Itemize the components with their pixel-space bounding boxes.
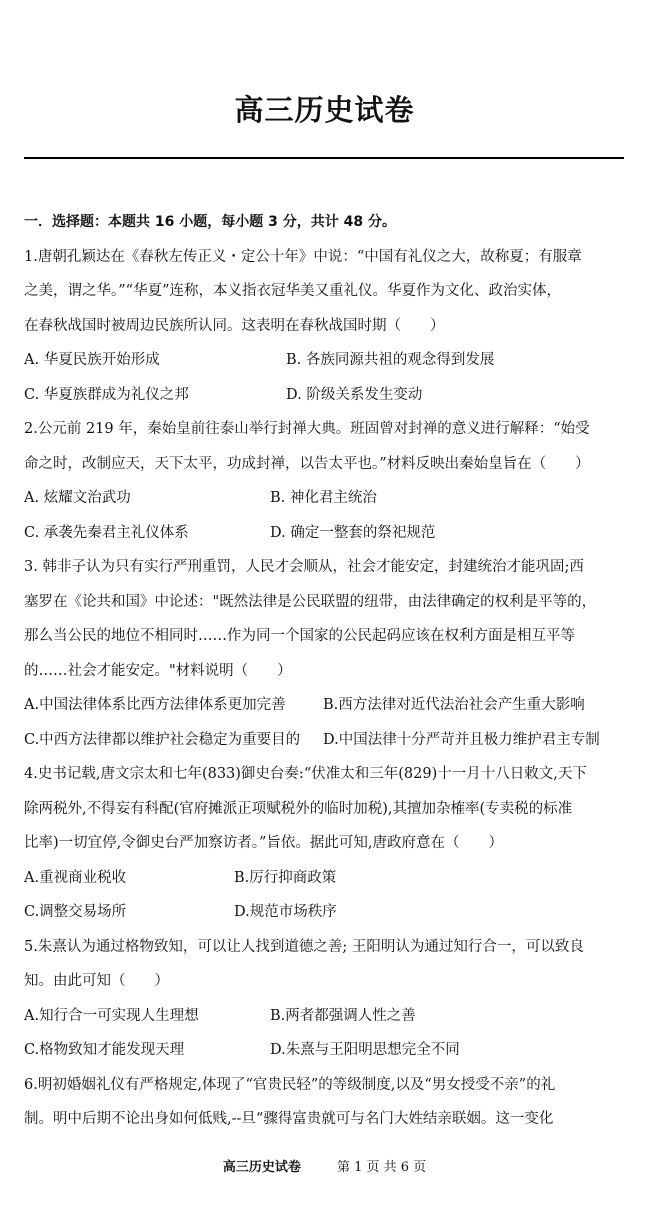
option-d: D.中国法律十分严苛并且极力维护君主专制 — [323, 731, 600, 748]
option-b: B. 神化君主统治 — [270, 490, 377, 506]
question-4 — [24, 757, 628, 930]
question-text-line: 2.公元前 219 年，秦始皇前往泰山举行封禅大典。班固曾对封禅的意义进行解释：“始受 — [24, 421, 590, 437]
page-footer — [0, 1156, 649, 1175]
option-c: C.格物致知才能发现天理 — [24, 1042, 185, 1058]
question-text-line: 4.史书记载,唐文宗太和七年(833)御史台奏:“伏准太和三年(829)十一月十八日敕文,天下 — [24, 766, 587, 782]
options-row — [24, 688, 628, 723]
question-text-line: 1.唐朝孔颖达在《春秋左传正义・定公十年》中说：“中国有礼仪之大，故称夏；有服章 — [24, 248, 582, 265]
question-text-line: 制。明中后期不论出身如何低贱,--旦“骤得富贵就可与名门大姓结亲联姻。这一变化 — [24, 1111, 554, 1127]
exam-content — [24, 205, 628, 1137]
question-text-line: 塞罗在《论共和国》中论述："既然法律是公民联盟的纽带，由法律确定的权利是平等的， — [24, 593, 597, 610]
option-a: A. 华夏民族开始形成 — [24, 352, 160, 368]
question-2 — [24, 412, 628, 550]
footer-title: 高三历史试卷 — [222, 1160, 301, 1175]
question-text-line: 除两税外,不得妄有科配(官府摊派正项赋税外的临时加税),其擅加杂榷率(专卖税的标准 — [24, 800, 573, 817]
option-d: D.朱熹与王阳明思想完全不同 — [270, 1042, 460, 1058]
option-c: C. 华夏族群成为礼仪之邦 — [24, 386, 189, 403]
question-text-line: 那么当公民的地位不相同时……作为同一个国家的公民起码应该在权利方面是相互平等 — [24, 628, 575, 644]
option-a: A. 炫耀文治武功 — [24, 490, 131, 506]
question-text-line: 之美，谓之华。”“华夏”连称，本义指衣冠华美又重礼仪。华夏作为文化、政治实体， — [24, 283, 561, 299]
question-text-line: 知。由此可知（ ） — [24, 973, 169, 989]
options-row — [24, 723, 628, 758]
option-a: A.知行合一可实现人生理想 — [24, 1007, 199, 1024]
page-title: 高三历史试卷 — [234, 93, 415, 127]
question-3 — [24, 550, 628, 757]
question-text-line: 在春秋战国时被周边民族所认同。这表明在春秋战国时期（ ） — [24, 317, 445, 334]
option-c: C. 承袭先秦君主礼仪体系 — [24, 524, 189, 541]
option-b: B.厉行抑商政策 — [234, 869, 337, 886]
options-row — [24, 1033, 628, 1068]
question-text-line: 5.朱熹认为通过格物致知，可以让人找到道德之善; 王阳明认为通过知行合一，可以致良 — [24, 938, 584, 955]
option-b: B. 各族同源共祖的观念得到发展 — [286, 352, 495, 368]
page-number: 第 1 页 共 6 页 — [336, 1160, 427, 1175]
option-d: D.规范市场秩序 — [234, 904, 337, 920]
question-text-line: 的……社会才能安定。"材料说明（ ） — [24, 662, 292, 679]
options-row — [24, 481, 628, 516]
options-row — [24, 343, 628, 378]
question-6 — [24, 1068, 628, 1137]
options-row — [24, 999, 628, 1034]
section-heading: 一．选择题：本题共 16 小题，每小题 3 分，共计 48 分。 — [24, 214, 396, 230]
question-5 — [24, 930, 628, 1068]
option-c: C.调整交易场所 — [24, 904, 127, 920]
question-text-line: 6.明初婚姻礼仪有严格规定,体现了“官贵民轻”的等级制度,以及“男女授受不亲”的礼 — [24, 1076, 556, 1093]
option-d: D. 确定一整套的祭祀规范 — [270, 524, 436, 541]
question-text-line: 命之时，改制应天，天下太平，功成封禅，以告太平也。”材料反映出秦始皇旨在（ ） — [24, 455, 590, 472]
option-a: A.中国法律体系比西方法律体系更加完善 — [24, 697, 286, 713]
option-b: B.两者都强调人性之善 — [270, 1007, 416, 1024]
option-d: D. 阶级关系发生变动 — [286, 386, 423, 403]
options-row — [24, 895, 628, 930]
question-text-line: 比率)一切宜停,令御史台严加察访者。”旨依。据此可知,唐政府意在（ ） — [24, 835, 504, 851]
option-c: C.中西方法律都以维护社会稳定为重要目的 — [24, 731, 301, 748]
question-1 — [24, 240, 628, 413]
option-b: B.西方法律对近代法治社会产生重大影响 — [323, 697, 585, 713]
options-row — [24, 861, 628, 896]
option-a: A.重视商业税收 — [24, 869, 127, 886]
options-row — [24, 378, 628, 413]
question-text-line: 3. 韩非子认为只有实行严刑重罚，人民才会顺从，社会才能安定，封建统治才能巩固;西 — [24, 559, 584, 575]
title-divider — [24, 157, 624, 159]
options-row — [24, 516, 628, 551]
